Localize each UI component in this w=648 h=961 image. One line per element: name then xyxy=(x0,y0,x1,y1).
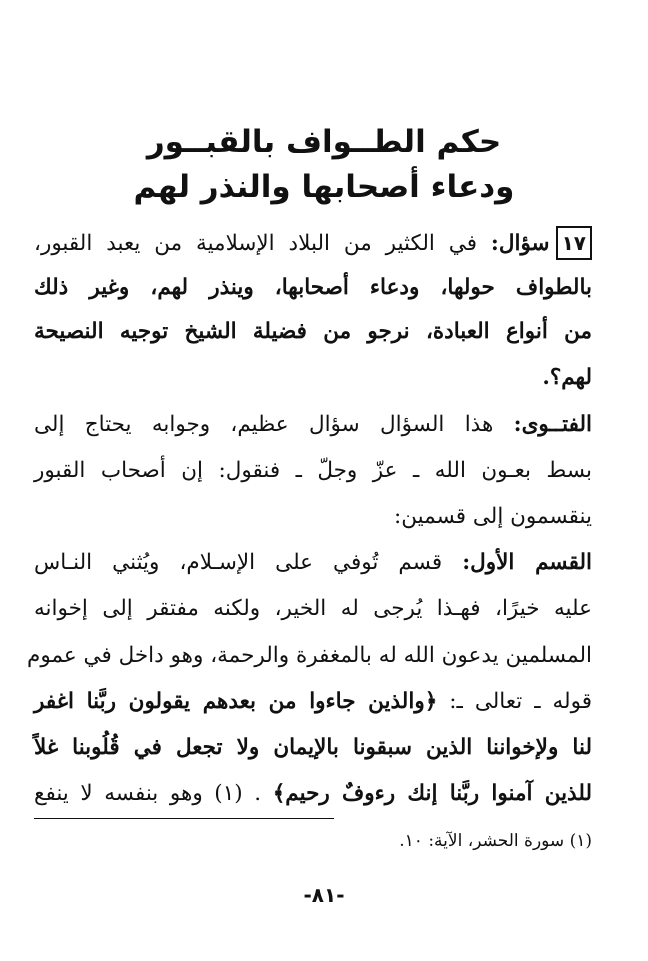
question-line-1 xyxy=(34,224,592,264)
section1-line-6 xyxy=(34,774,592,814)
section1-continuation: . (١) وهو بنفسه لا ينفع xyxy=(34,781,262,806)
footnote-divider xyxy=(34,818,334,819)
fatwa-label: الفتــوى: xyxy=(513,412,592,437)
section1-line-4 xyxy=(34,682,592,722)
question-line-2: بالطواف حولها، ودعاء أصحابها، وينذر لهم، وغير ذلك xyxy=(34,275,592,300)
section1-line-1 xyxy=(34,543,592,583)
question-line-4: لهم؟. xyxy=(542,365,592,390)
fatwa-text: هذا السؤال سؤال عظيم، وجوابه يحتاج إلى xyxy=(34,412,494,437)
quran-verse-part-1: ﴿والذين جاءوا من بعدهم يقولون ربَّنا اغفر xyxy=(34,689,438,714)
question-line-3: من أنواع العبادة، نرجو من فضيلة الشيخ توجيه النصيحة xyxy=(34,319,592,344)
question-label: سؤال: xyxy=(490,231,550,256)
fatwa-line-2: بسط بعـون الله ـ عزّ وجلّ ـ فنقول: إن أصحاب القبور xyxy=(34,458,592,483)
quran-verse-part-3: للذين آمنوا ربَّنا إنك رءوفٌ رحيم﴾ xyxy=(272,781,593,806)
page-title-line-1: حكم الطــواف بالقبــور xyxy=(146,124,502,160)
question-text: في الكثير من البلاد الإسلامية من يعبد القبور، xyxy=(34,231,478,256)
section1-line-3: المسلمين يدعون الله له بالمغفرة والرحمة، وهو داخل في عموم xyxy=(27,643,592,668)
quran-verse-part-2: لنا ولإخواننا الذين سبقونا بالإيمان ولا تجعل في قُلُوبنا غلاً xyxy=(34,735,592,760)
section1-line-2: عليه خيرًا، فهـذا يُرجى له الخير، ولكنه مفتقر إلى إخوانه xyxy=(34,596,592,621)
page-title-line-2: ودعاء أصحابها والنذر لهم xyxy=(133,169,515,205)
footnote: (١) سورة الحشر، الآية: ١٠. xyxy=(399,831,592,851)
fatwa-line-1 xyxy=(34,405,592,445)
question-number-box: ١٧ xyxy=(556,226,592,260)
page-number: -٨١- xyxy=(303,883,345,907)
fatwa-line-3: ينقسمون إلى قسمين: xyxy=(394,504,592,529)
section1-text: قسم تُوفي على الإسـلام، ويُثني النـاس xyxy=(34,550,443,575)
section1-label: القسم الأول: xyxy=(462,550,592,575)
verse-intro: قوله ـ تعالى ـ: xyxy=(449,689,592,714)
